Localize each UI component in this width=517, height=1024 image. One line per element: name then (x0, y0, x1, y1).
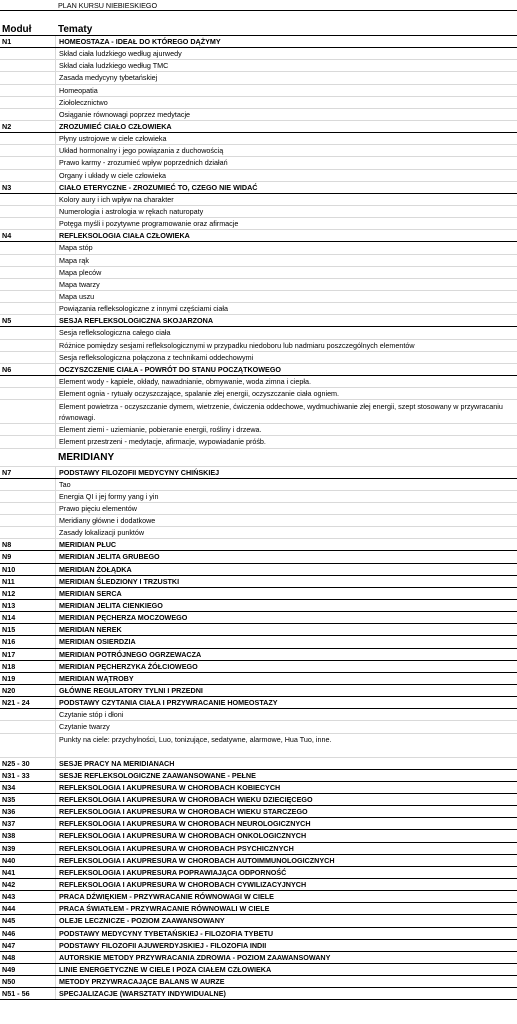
topic-text: Tao (55, 479, 517, 490)
module-code (0, 279, 55, 290)
module-title: REFLEKSOLOGIA I AKUPRESURA W CHOROBACH WIEKU STARCZEGO (55, 806, 517, 817)
topic-row (0, 436, 517, 448)
module-row (0, 903, 517, 915)
module-row (0, 673, 517, 685)
module-code: N17 (2, 649, 16, 659)
topic-row (0, 109, 517, 121)
module-title: REFLEKSOLOGIA I AKUPRESURA W CHOROBACH PSYCHICZNYCH (55, 843, 517, 854)
module-row (0, 551, 517, 563)
topic-text: Kolory aury i ich wpływ na charakter (55, 194, 517, 205)
topic-row (0, 170, 517, 182)
module-code (0, 194, 55, 205)
module-code (0, 449, 55, 466)
module-code: N5 (2, 316, 12, 326)
topic-row (0, 352, 517, 364)
module-code: N48 (2, 952, 16, 962)
topic-text: Element ziemi - uziemianie, pobieranie energii, rośliny i drzewa. (55, 424, 517, 435)
module-code (0, 721, 55, 732)
sheet-title: PLAN KURSU NIEBIESKIEGO (58, 1, 158, 10)
module-code (0, 503, 55, 514)
module-title: REFLEKSOLOGIA I AKUPRESURA W CHOROBACH NEUROLOGICZNYCH (55, 818, 517, 829)
module-title: METODY PRZYWRACAJĄCE BALANS W AURZE (55, 976, 517, 987)
module-code (0, 479, 55, 490)
module-code: N13 (2, 601, 16, 611)
module-row (0, 891, 517, 903)
topic-text: Zasada medycyny tybetańskiej (55, 72, 517, 83)
topic-text: Osiąganie równowagi poprzez medytacje (55, 109, 517, 120)
module-title: REFLEKSOLOGIA I AKUPRESURA W CHOROBACH ONKOLOGICZNYCH (55, 830, 517, 841)
module-title: REFLEKSOLOGIA I AKUPRESURA W CHOROBACH CYWILIZACYJNYCH (55, 879, 517, 890)
module-code: N18 (2, 661, 16, 671)
module-code (0, 109, 55, 120)
topic-row (0, 734, 517, 758)
module-title: REFLEKSOLOGIA I AKUPRESURA W CHOROBACH AUTOIMMUNOLOGICZNYCH (55, 855, 517, 866)
module-row (0, 564, 517, 576)
module-code: N16 (2, 637, 16, 647)
topic-text: Skład ciała ludzkiego według TMC (55, 60, 517, 71)
topic-text: Mapa twarzy (55, 279, 517, 290)
topic-text: Potęga myśli i pozytywne programowanie oraz afirmacje (55, 218, 517, 229)
module-code (0, 170, 55, 181)
module-row (0, 867, 517, 879)
module-title: SPECJALIZACJE (WARSZTATY INDYWIDUALNE) (55, 988, 517, 999)
module-code: N21 - 24 (2, 698, 30, 708)
topic-text: Prawo pięciu elementów (55, 503, 517, 514)
module-title: REFLEKSOLOGIA CIAŁA CZŁOWIEKA (55, 230, 517, 241)
module-title: REFLEKSOLOGIA I AKUPRESURA W CHOROBACH KOBIECYCH (55, 782, 517, 793)
module-code (0, 157, 55, 168)
module-row (0, 315, 517, 327)
module-code: N43 (2, 892, 16, 902)
spacer-row (0, 11, 517, 18)
module-code: N1 (2, 37, 12, 46)
module-code: N10 (2, 564, 16, 574)
topic-row (0, 133, 517, 145)
module-code (0, 515, 55, 526)
topic-text: Ziołolecznictwo (55, 97, 517, 108)
module-title: PODSTAWY FILOZOFII AJUWERDYJSKIEJ - FILOZOFIA INDII (55, 940, 517, 951)
topic-text: Energia QI i jej formy yang i yin (55, 491, 517, 502)
topic-row (0, 721, 517, 733)
module-title: PRACA ŚWIATŁEM - PRZYWRACANIE RÓWNOWALI W CIELE (55, 903, 517, 914)
topic-text: Mapa stóp (55, 242, 517, 253)
module-code: N12 (2, 588, 16, 598)
module-title: CIAŁO ETERYCZNE - ZROZUMIEĆ TO, CZEGO NIE WIDAĆ (55, 182, 517, 193)
section-heading: MERIDIANY (58, 451, 115, 463)
module-title: OCZYSZCZENIE CIAŁA - POWRÓT DO STANU POCZĄTKOWEGO (55, 364, 517, 375)
topic-row (0, 255, 517, 267)
module-code (0, 491, 55, 502)
module-code: N6 (2, 364, 12, 374)
module-code: N4 (2, 231, 12, 241)
topic-row (0, 97, 517, 109)
topic-text: Meridiany główne i dodatkowe (55, 515, 517, 526)
module-title: PRACA DŹWIĘKIEM - PRZYWRACANIE RÓWNOWAGI W CIELE (55, 891, 517, 902)
module-row (0, 758, 517, 770)
module-code: N2 (2, 121, 12, 131)
module-code: N38 (2, 831, 16, 841)
topic-row (0, 388, 517, 400)
topic-row (0, 242, 517, 254)
module-row (0, 612, 517, 624)
topic-text: Mapa uszu (55, 291, 517, 302)
module-title: SESJE REFLEKSOLOGICZNE ZAAWANSOWANE - PEŁNE (55, 770, 517, 781)
module-code: N39 (2, 843, 16, 853)
module-code (0, 436, 55, 447)
module-row (0, 915, 517, 927)
module-code: N20 (2, 686, 16, 696)
topic-row (0, 340, 517, 352)
module-code: N42 (2, 880, 16, 889)
module-code: N36 (2, 807, 16, 817)
module-row (0, 685, 517, 697)
module-code (0, 527, 55, 538)
module-row (0, 182, 517, 194)
module-row (0, 843, 517, 855)
module-row (0, 818, 517, 830)
module-row (0, 121, 517, 133)
module-code (0, 340, 55, 351)
topic-row (0, 479, 517, 491)
topic-row (0, 267, 517, 279)
module-row (0, 636, 517, 648)
module-code: N34 (2, 782, 16, 792)
header-row (0, 18, 517, 36)
module-title: MERIDIAN ŻOŁĄDKA (55, 564, 517, 575)
module-code: N35 (2, 795, 16, 805)
topic-row (0, 376, 517, 388)
module-code: N11 (2, 576, 15, 586)
header-topics: Tematy (58, 24, 93, 35)
module-code (0, 291, 55, 302)
module-code (0, 400, 55, 423)
topic-text: Układ hormonalny i jego powiązania z duchowością (55, 145, 517, 156)
module-row (0, 879, 517, 891)
module-code (0, 72, 55, 83)
module-row (0, 539, 517, 551)
module-title: PODSTAWY MEDYCYNY TYBETAŃSKIEJ - FILOZOFIA TYBETU (55, 928, 517, 939)
module-title: MERIDIAN NEREK (55, 624, 517, 635)
topic-row (0, 709, 517, 721)
module-title: MERIDIAN OSIERDZIA (55, 636, 517, 647)
topic-row (0, 72, 517, 84)
topic-text: Element przestrzeni - medytacje, afirmacje, wypowiadanie próśb. (55, 436, 517, 447)
module-title: HOMEOSTAZA - IDEAŁ DO KTÓREGO DĄŻYMY (55, 36, 517, 47)
topic-text: Skład ciała ludzkiego według ajurwedy (55, 48, 517, 59)
module-row (0, 588, 517, 600)
topic-row (0, 527, 517, 539)
module-code: N15 (2, 625, 16, 635)
module-title: REFLEKSOLOGIA I AKUPRESURA POPRAWIAJĄCA ODPORNOŚĆ (55, 867, 517, 878)
module-title: MERIDIAN JELITA CIENKIEGO (55, 600, 517, 611)
topic-text: Punkty na ciele: przychylności, Luo, tonizujące, sedatywne, alarmowe, Hua Tuo, inne. (55, 734, 517, 757)
module-row (0, 964, 517, 976)
module-code: N31 - 33 (2, 770, 30, 780)
module-code (0, 133, 55, 144)
topic-row (0, 291, 517, 303)
module-code (0, 303, 55, 314)
topic-row (0, 303, 517, 315)
module-code: N3 (2, 182, 12, 192)
module-title: SESJA REFLEKSOLOGICZNA SKOJARZONA (55, 315, 517, 326)
module-code (0, 734, 55, 757)
topic-text: Różnice pomiędzy sesjami refleksologicznymi w przypadku niedoboru lub nadmiaru poszczególnych elementów (55, 340, 517, 351)
module-code: N41 (2, 867, 16, 877)
topic-text: Organy i układy w ciele człowieka (55, 170, 517, 181)
topic-text: Homeopatia (55, 85, 517, 96)
module-title: LINIE ENERGETYCZNE W CIELE I POZA CIAŁEM CZŁOWIEKA (55, 964, 517, 975)
module-code: N9 (2, 552, 12, 562)
module-row (0, 830, 517, 842)
module-code (0, 85, 55, 96)
topic-text: Płyny ustrojowe w ciele człowieka (55, 133, 517, 144)
module-code: N47 (2, 940, 16, 950)
module-code (0, 388, 55, 399)
topic-text: Mapa rąk (55, 255, 517, 266)
module-row (0, 806, 517, 818)
module-row (0, 988, 517, 1000)
topic-row (0, 327, 517, 339)
module-code (0, 60, 55, 71)
module-code (0, 242, 55, 253)
module-title: MERIDIAN POTRÓJNEGO OGRZEWACZA (55, 649, 517, 660)
topic-text: Element powietrza - oczyszczanie dymem, wietrzenie, ćwiczenia oddechowe, wydmuchiwanie złej energii, szept stosowany w przywracaniu równowagi. (55, 400, 517, 423)
module-code: N7 (2, 467, 12, 477)
topic-text: Czytanie stóp i dłoni (55, 709, 517, 720)
topic-text: Element ognia - rytuały oczyszczające, spalanie złej energii, oczyszczanie ciała ogniem. (55, 388, 517, 399)
module-row (0, 928, 517, 940)
module-row (0, 624, 517, 636)
module-title: MERIDIAN PĘCHERZYKA ŻÓŁCIOWEGO (55, 661, 517, 672)
module-code (0, 424, 55, 435)
module-title: MERIDIAN PŁUC (55, 539, 517, 550)
module-code: N45 (2, 916, 16, 926)
module-title: GŁÓWNE REGULATORY TYLNI I PRZEDNI (55, 685, 517, 696)
module-code (0, 48, 55, 59)
module-row (0, 576, 517, 588)
module-title: MERIDIAN WĄTROBY (55, 673, 517, 684)
module-code: N44 (2, 904, 16, 914)
module-code (0, 327, 55, 338)
topic-text: Numerologia i astrologia w rękach naturopaty (55, 206, 517, 217)
topic-text: Mapa pleców (55, 267, 517, 278)
module-code: N19 (2, 673, 16, 683)
topic-row (0, 400, 517, 424)
topic-row (0, 60, 517, 72)
module-code (0, 218, 55, 229)
table-body (0, 36, 517, 1000)
module-title: PODSTAWY FILOZOFII MEDYCYNY CHIŃSKIEJ (55, 467, 517, 478)
module-code (0, 376, 55, 387)
module-code (0, 352, 55, 363)
topic-row (0, 218, 517, 230)
module-code: N50 (2, 977, 16, 987)
module-row (0, 794, 517, 806)
module-row (0, 36, 517, 48)
topic-row (0, 48, 517, 60)
module-row (0, 770, 517, 782)
module-code: N46 (2, 928, 16, 938)
module-row (0, 649, 517, 661)
module-code (0, 255, 55, 266)
module-row (0, 697, 517, 709)
module-title: OLEJE LECZNICZE - POZIOM ZAAWANSOWANY (55, 915, 517, 926)
header-module: Moduł (2, 24, 32, 35)
module-title: MERIDIAN ŚLEDZIONY I TRZUSTKI (55, 576, 517, 587)
module-code: N40 (2, 855, 16, 865)
module-code: N37 (2, 819, 16, 829)
title-row (0, 0, 517, 11)
module-title: MERIDIAN SERCA (55, 588, 517, 599)
module-code (0, 97, 55, 108)
topic-text: Czytanie twarzy (55, 721, 517, 732)
module-row (0, 976, 517, 988)
topic-text: Element wody - kąpiele, okłady, nawadnianie, obmywanie, woda zimna i ciepła. (55, 376, 517, 387)
module-code: N8 (2, 540, 12, 550)
module-code: N25 - 30 (2, 758, 30, 768)
module-row (0, 467, 517, 479)
module-row (0, 855, 517, 867)
module-row (0, 364, 517, 376)
module-row (0, 940, 517, 952)
module-title: SESJE PRACY NA MERIDIANACH (55, 758, 517, 769)
topic-row (0, 491, 517, 503)
topic-text: Zasady lokalizacji punktów (55, 527, 517, 538)
topic-row (0, 503, 517, 515)
module-title: PODSTAWY CZYTANIA CIAŁA I PRZYWRACANIE HOMEOSTAZY (55, 697, 517, 708)
module-code: N49 (2, 964, 16, 974)
module-title: MERIDIAN PĘCHERZA MOCZOWEGO (55, 612, 517, 623)
topic-text: Sesja refleksologiczna połączona z technikami oddechowymi (55, 352, 517, 363)
module-row (0, 230, 517, 242)
module-code (0, 709, 55, 720)
module-code: N14 (2, 613, 16, 623)
topic-row (0, 85, 517, 97)
topic-row (0, 145, 517, 157)
module-title: AUTORSKIE METODY PRZYWRACANIA ZDROWIA - POZIOM ZAAWANSOWANY (55, 952, 517, 963)
topic-row (0, 157, 517, 169)
module-row (0, 661, 517, 673)
topic-row (0, 279, 517, 291)
module-code: N51 - 56 (2, 989, 30, 999)
module-title: REFLEKSOLOGIA I AKUPRESURA W CHOROBACH WIEKU DZIECIĘCEGO (55, 794, 517, 805)
topic-row (0, 515, 517, 527)
topic-text: Sesja refleksologiczna całego ciała (55, 327, 517, 338)
topic-text: Powiązania refleksologiczne z innymi częściami ciała (55, 303, 517, 314)
module-code (0, 206, 55, 217)
topic-text: Prawo karmy - zrozumieć wpływ poprzednich działań (55, 157, 517, 168)
module-row (0, 782, 517, 794)
module-code (0, 267, 55, 278)
module-row (0, 952, 517, 964)
topic-row (0, 424, 517, 436)
topic-row (0, 194, 517, 206)
module-row (0, 600, 517, 612)
topic-row (0, 206, 517, 218)
module-title: ZROZUMIEĆ CIAŁO CZŁOWIEKA (55, 121, 517, 132)
module-title: MERIDIAN JELITA GRUBEGO (55, 551, 517, 562)
module-code (0, 145, 55, 156)
section-heading-row (0, 449, 517, 467)
